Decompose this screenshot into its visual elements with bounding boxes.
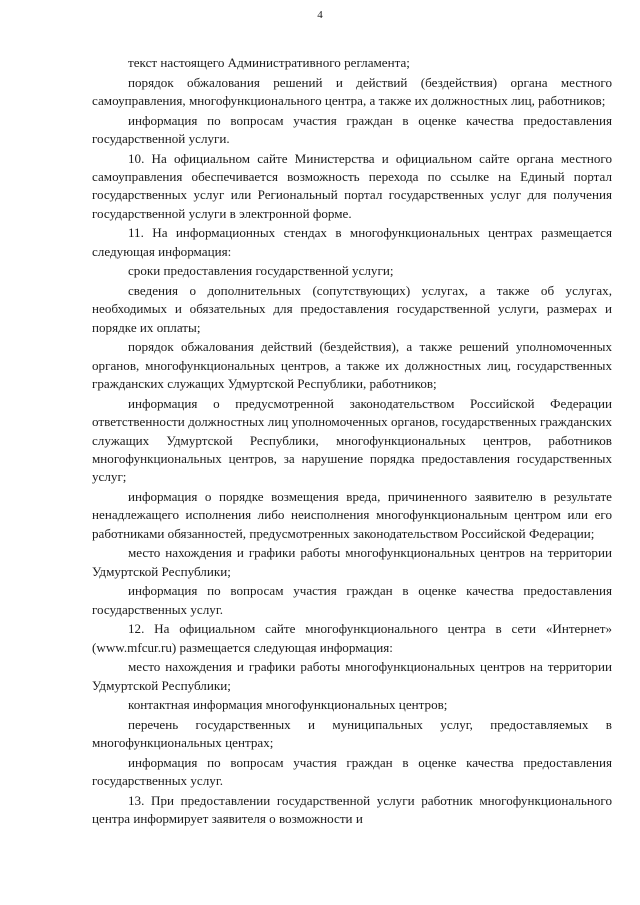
paragraph-quality-assessment: информация по вопросам участия граждан в оценке качества предоставления государственной услуги. [92, 112, 612, 146]
page-number: 4 [317, 9, 323, 21]
paragraph-quality-assessment-site: информация по вопросам участия граждан в оценке качества предоставления государственных услуг. [92, 755, 612, 789]
paragraph-regulation-text: текст настоящего Административного регламента; [128, 55, 410, 70]
paragraph-mfc-locations-site: место нахождения и графики работы многофункциональных центров на территории Удмуртской Республики; [92, 659, 612, 693]
paragraph-12-mfc-website: 12. На официальном сайте многофункционального центра в сети «Интернет» (www.mfcur.ru) размещается следующая информация: [92, 621, 612, 655]
paragraph-mfc-contacts: контактная информация многофункциональных центров; [128, 697, 448, 713]
paragraph-10-portal-link: 10. На официальном сайте Министерства и официальном сайте органа местного самоуправления обеспечивается возможность перехода по ссылке на Единый портал государственных услуг или Региональный портал государственных услуг для получения государственной услуги в электронной форме. [92, 150, 612, 221]
paragraph-additional-services: сведения о дополнительных (сопутствующих) услугах, а также об услугах, необходимых и обязательных для предоставления государственной услуги, размерах и порядке их оплаты; [92, 283, 612, 335]
paragraph-appeal-procedure: порядок обжалования решений и действий (бездействия) органа местного самоуправления, многофункционального центра, а также их должностных лиц, работников; [92, 74, 612, 108]
paragraph-11-info-stands: 11. На информационных стендах в многофункциональных центрах размещается следующая информация: [92, 225, 612, 259]
paragraph-services-list: перечень государственных и муниципальных услуг, предоставляемых в многофункциональных центрах; [92, 717, 612, 751]
paragraph-appeal-actions: порядок обжалования действий (бездействия), а также решений уполномоченных органов, многофункциональных центров, а также их должностных лиц, государственных гражданских служащих Удмуртской Республики, работников; [92, 339, 612, 392]
paragraph-service-terms: сроки предоставления государственной услуги; [128, 263, 394, 279]
paragraph-damage-compensation: информация о порядке возмещения вреда, причиненного заявителю в результате ненадлежащего исполнения либо неисполнения многофункциональным центром или его работниками обязанностей, предусмотренных законодательством Российской Федерации; [92, 489, 612, 541]
paragraph-quality-assessment-services: информация по вопросам участия граждан в оценке качества предоставления государственных услуг. [92, 583, 612, 617]
document-body [92, 54, 612, 830]
paragraph-13-mfc-worker: 13. При предоставлении государственной услуги работник многофункционального центра информирует заявителя о возможности и [92, 793, 612, 827]
paragraph-mfc-locations: место нахождения и графики работы многофункциональных центров на территории Удмуртской Республики; [92, 545, 612, 579]
paragraph-liability: информация о предусмотренной законодательством Российской Федерации ответственности должностных лиц уполномоченных органов, государственных гражданских служащих Удмуртской Республики, многофункциональных центров, работников многофункциональных центров, за нарушение порядка предоставления государственных услуг; [92, 395, 612, 485]
